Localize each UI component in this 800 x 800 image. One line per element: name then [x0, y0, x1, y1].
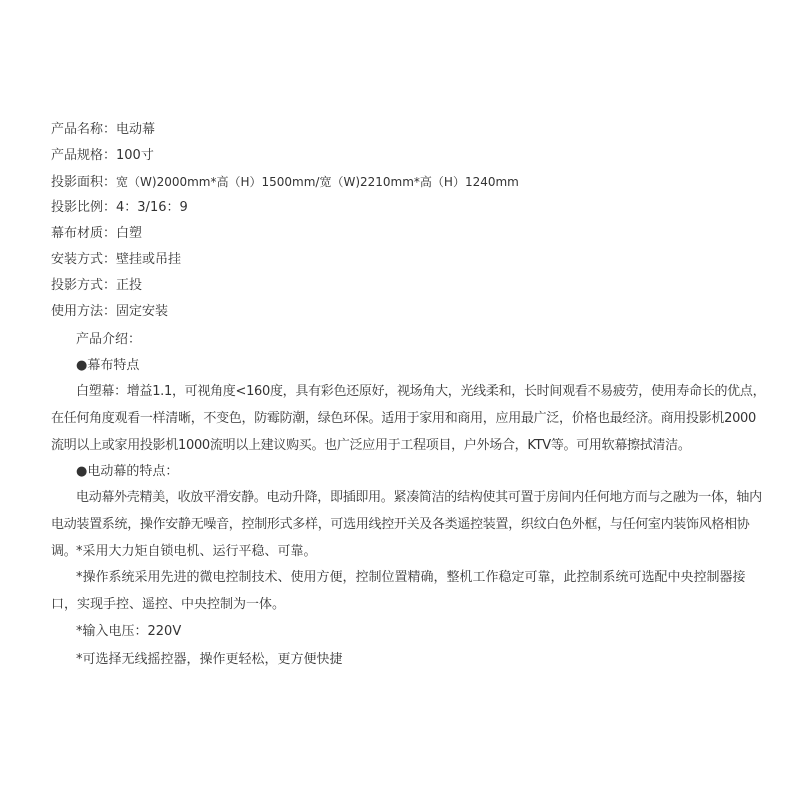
- spec-label: 投影比例：: [51, 200, 117, 215]
- spec-material: [51, 224, 142, 244]
- spec-value: 壁挂或吊挂: [116, 252, 182, 267]
- spec-label: 产品规格：: [51, 148, 117, 163]
- spec-aspect-ratio: [51, 198, 188, 218]
- spec-value: 4：3/16：9: [116, 200, 188, 215]
- intro-label: 产品介绍：: [76, 332, 142, 347]
- spec-value: 正投: [116, 278, 143, 293]
- spec-product-name: [51, 120, 155, 140]
- spec-value: 固定安装: [116, 304, 169, 319]
- section-heading-electric-screen: ●电动幕的特点：: [76, 464, 179, 479]
- spec-label: 幕布材质：: [51, 226, 117, 241]
- spec-projection-area: [51, 172, 519, 192]
- spec-projection-mode: [51, 276, 142, 296]
- feature-bullet: *输入电压：220V: [76, 624, 182, 639]
- spec-value: 宽（W)2000mm*高（H）1500mm/宽（W)2210mm*高（H）1240mm: [116, 175, 519, 189]
- spec-label: 投影面积：: [51, 175, 117, 190]
- spec-value: 100寸: [116, 148, 154, 163]
- spec-value: 白塑: [116, 226, 143, 241]
- feature-bullet: *操作系统采用先进的微电控制技术、使用方便，控制位置精确，整机工作稳定可靠，此控制系统可选配中央控制器接口，实现手控、遥控、中央控制为一体。: [51, 570, 746, 612]
- spec-label: 安装方式：: [51, 252, 117, 267]
- spec-size: [51, 146, 154, 166]
- spec-label: 产品名称：: [51, 122, 117, 137]
- feature-bullet: *采用大力矩自锁电机、运行平稳、可靠。: [76, 544, 317, 559]
- spec-usage: [51, 302, 168, 322]
- spec-label: 投影方式：: [51, 278, 117, 293]
- spec-installation: [51, 250, 181, 270]
- feature-bullet: *可选择无线摇控器，操作更轻松，更方便快捷: [76, 652, 343, 667]
- spec-label: 使用方法：: [51, 304, 117, 319]
- section-body-screen-features: 白塑幕：增益1.1，可视角度<160度，具有彩色还原好，视场角大，光线柔和，长时间观看不易疲劳，使用寿命长的优点，在任何角度观看一样清晰，不变色，防霉防潮，绿色环保。适用于家用和商用，应用最广泛，价格也最经济。商用投影机2000流明以上或家用投影机1000流明以上建议购买。也广泛应用于工程项目，户外场合，KTV等。可用软幕擦拭清洁。: [51, 384, 766, 453]
- spec-value: 电动幕: [116, 122, 156, 137]
- section-heading-screen-features: ●幕布特点: [76, 358, 140, 373]
- section-body-electric-screen: 电动幕外壳精美，收放平滑安静。电动升降，即插即用。紧凑简洁的结构使其可置于房间内任何地方而与之融为一体，轴内电动装置系统，操作安静无噪音，控制形式多样，可选用线控开关及各类遥控装置，织纹白色外框，与任何室内装饰风格相协调。: [51, 490, 762, 559]
